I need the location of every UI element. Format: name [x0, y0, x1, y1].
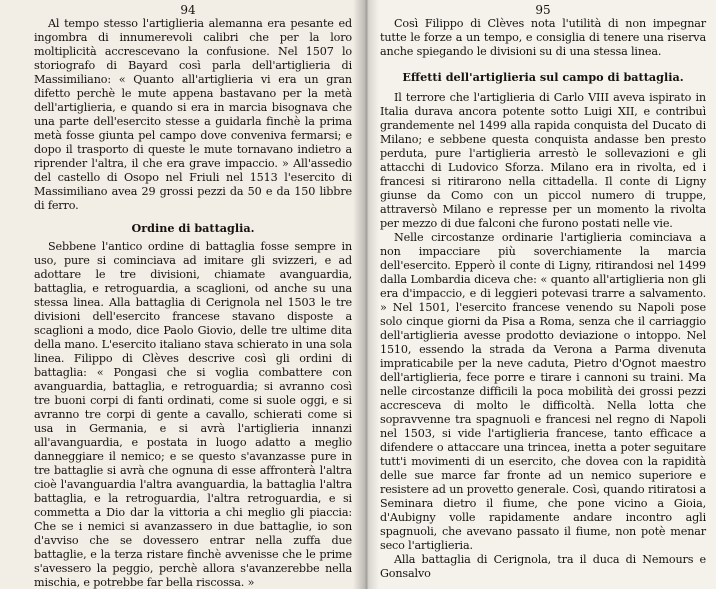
- paragraph: Al tempo stesso l'artiglieria alemanna era pesante ed ingombra di innumerevoli calibri che per la loro moltiplicità accrescevano la confusione. Nel 1507 lo storiografo di Bayard così parla dell'artiglieria di Massimiliano: « Quanto all'artiglieria vi era un gran difetto perchè le mute appena bastavano per la metà dell'artiglieria, e quando si era in marcia bisognava che una parte dell'esercito stesse a guidarla finchè la prima metà fosse giunta pel campo dove conveniva fermarsi; e dopo il trasporto di queste le mute tornavano indietro a riprender l'altra, il che era grave impaccio. » All'assedio del castello di Osopo nel Friuli nel 1513 l'esercito di Massimiliano avea 29 grossi pezzi da 50 e da 150 libbre di ferro.: [34, 17, 352, 212]
- section-heading: Ordine di battaglia.: [131, 221, 255, 235]
- page-number: 95: [535, 3, 551, 17]
- section-heading: Effetti dell'artiglieria sul campo di battaglia.: [402, 70, 684, 84]
- paragraph: Alla battaglia di Cerignola, tra il duca di Nemours e Gonsalvo: [380, 553, 706, 580]
- paragraph: Nelle circostanze ordinarie l'artiglieria cominciava a non impacciare più soverchiamente la marcia dell'esercito. Epperò il conte di Ligny, ritirandosi nel 1499 dalla Lombardia diceva che: « quanto all'artiglieria non gli era d'impaccio, e di leggieri potevasi trarre a salvamento. » Nel 1501, l'esercito francese venendo su Napoli pose solo cinque giorni da Pisa a Roma, senza che il carriaggio dell'artiglieria avesse prodotto deviazione o intoppo. Nel 1510, essendo la strada da Verona a Parma divenuta impraticabile per la neve caduta, Pietro d'Ognot maestro dell'artiglieria, fece porre e tirare i cannoni su traini. Ma nelle circostanze difficili la poca mobilità dei grossi pezzi accresceva di molto le difficoltà. Nella lotta che sopravvenne tra spagnuoli e francesi nel regno di Napoli nel 1503, si vide l'artiglieria francese, tanto efficace a difendere o attaccare una trincea, inetta a poter seguitare tutt'i movimenti di un esercito, che dovea con la rapidità delle sue marce far fronte ad un nemico superiore e resistere ad un provetto generale. Così, quando ritiratosi a Seminara dietro il fiume, che pone vicino a Gioia, d'Aubigny volle rapidamente andare incontro agli spagnuoli, che avevano passato il fiume, non potè menar seco l'artiglieria.: [380, 231, 706, 552]
- page-number: 94: [180, 3, 196, 17]
- right-page: [366, 0, 716, 589]
- paragraph: Il terrore che l'artiglieria di Carlo VIII aveva ispirato in Italia durava ancora potente sotto Luigi XII, e contribuì grandemente nel 1499 alla rapida conquista del Ducato di Milano; e sebbene questa conquista andasse ben presto perduta, pure l'artiglieria arrestò le sollevazioni e gli attacchi di Ludovico Sforza. Milano era in rivolta, ed i francesi si ritirarono nella cittadella. Il conte di Ligny giunse da Como con un piccol numero di truppe, attraversò Milano e represse per un momento la rivolta per mezzo di due falconi che furono postati nelle vie.: [380, 91, 706, 230]
- paragraph: Così Filippo di Clèves nota l'utilità di non impegnar tutte le forze a un tempo, e consiglia di tenere una riserva anche spiegando le divisioni su di una stessa linea.: [380, 17, 706, 58]
- paragraph: Sebbene l'antico ordine di battaglia fosse sempre in uso, pure si cominciava ad imitare gli svizzeri, e ad adottare le tre divisioni, chiamate avanguardia, battaglia, e retroguardia, a scaglioni, od anche su una stessa linea. Alla battaglia di Cerignola nel 1503 le tre divisioni dell'esercito francese stavano disposte a scaglioni a modo, dice Paolo Giovio, delle tre ultime dita della mano. L'esercito italiano stava schierato in una sola linea. Filippo di Clèves descrive così gli ordini di battaglia: « Pongasi che si voglia combattere con avanguardia, battaglia, e retroguardia; si avranno così tre buoni corpi di fanti ordinati, come si suole oggi, e si avranno tre corpi di gente a cavallo, schierati come si usa in Germania, e si avrà l'artiglieria innanzi all'avanguardia, e postata in luogo adatto a meglio danneggiare il nemico; e se questo s'avanzasse pure in tre battaglie si avrà che ognuna di esse affronterà l'altra cioè l'avanguardia l'altra avanguardia, la battaglia l'altra battaglia, e la retroguardia, l'altra retroguardia, e si commetta a Dio dar la vittoria a chi meglio gli piaccia: Che se i nemici si avanzassero in due battaglie, io son d'avviso che se dovessero entrar nella zuffa due battaglie, e la terza ristare finchè avvenisse che le prime s'avessero la peggio, perchè allora s'avanzerebbe nella mischia, e potrebbe far bella riscossa. »: [34, 240, 352, 589]
